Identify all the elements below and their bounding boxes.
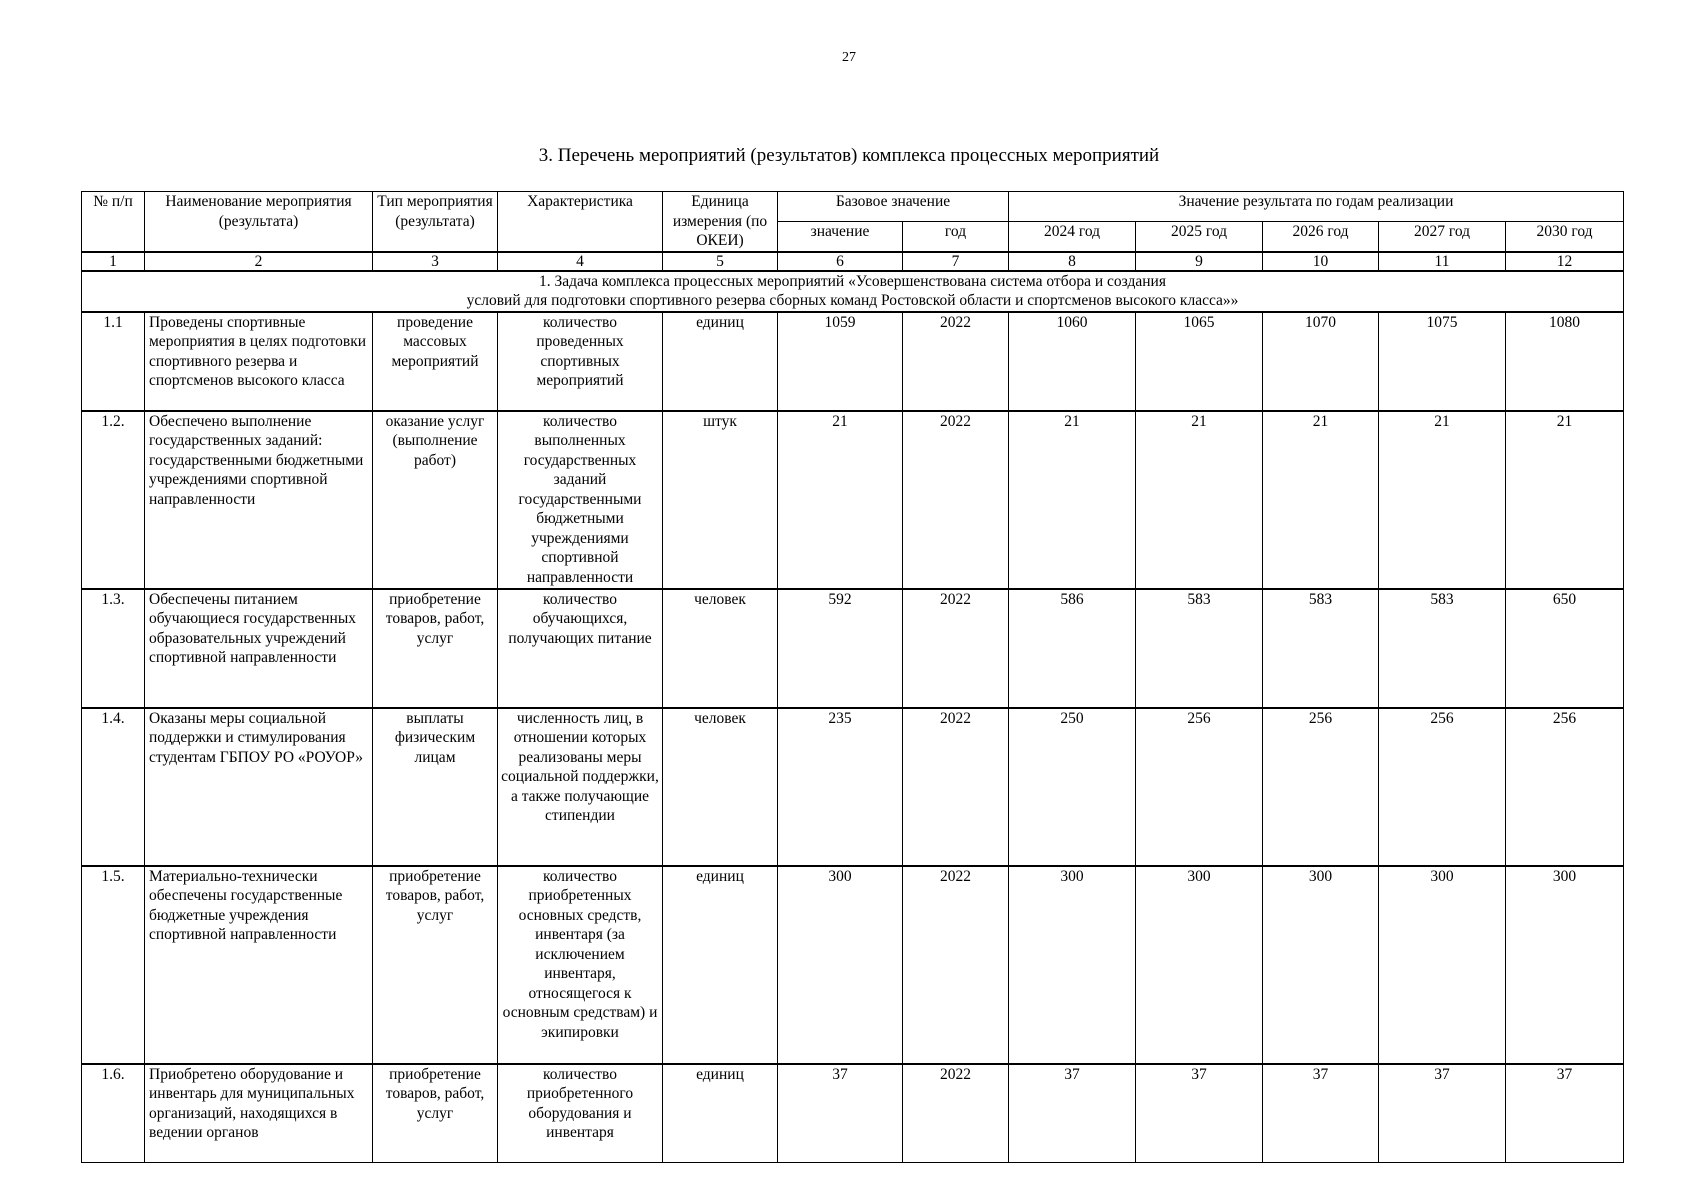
row-base-year: 2022 — [903, 866, 1009, 1064]
row-value-2024: 1060 — [1009, 312, 1136, 411]
column-number: 4 — [498, 252, 663, 271]
row-value-2026: 1070 — [1263, 312, 1379, 411]
row-base-year: 2022 — [903, 1064, 1009, 1163]
row-characteristic: количество приобретенных основных средств, инвентаря (за исключением инвентаря, относящегося к основным средствам) и экипировки — [498, 866, 663, 1064]
row-name: Материально-технически обеспечены государственные бюджетные учреждения спортивной направленности — [145, 866, 373, 1064]
row-value-2024: 21 — [1009, 411, 1136, 589]
row-value-2024: 586 — [1009, 589, 1136, 708]
row-base-value: 300 — [778, 866, 903, 1064]
table-row — [82, 866, 1624, 1064]
header-row-1 — [82, 192, 1624, 222]
row-name: Обеспечены питанием обучающиеся государственных образовательных учреждений спортивной направленности — [145, 589, 373, 708]
row-number: 1.3. — [82, 589, 145, 708]
row-value-2026: 300 — [1263, 866, 1379, 1064]
row-value-2025: 583 — [1136, 589, 1263, 708]
row-number: 1.5. — [82, 866, 145, 1064]
row-characteristic: количество обучающихся, получающих питание — [498, 589, 663, 708]
table-row — [82, 1064, 1624, 1163]
row-unit: человек — [663, 589, 778, 708]
row-characteristic: количество выполненных государственных заданий государственными бюджетными учреждениями спортивной направленности — [498, 411, 663, 589]
row-name: Обеспечено выполнение государственных заданий: государственными бюджетными учреждениями спортивной направленности — [145, 411, 373, 589]
row-unit: человек — [663, 708, 778, 866]
table-row — [82, 708, 1624, 866]
row-value-2030: 1080 — [1506, 312, 1624, 411]
row-value-2027: 37 — [1379, 1064, 1506, 1163]
column-number: 5 — [663, 252, 778, 271]
table-row — [82, 312, 1624, 411]
row-characteristic: количество проведенных спортивных мероприятий — [498, 312, 663, 411]
row-number: 1.1 — [82, 312, 145, 411]
document-title: 3. Перечень мероприятий (результатов) комплекса процессных мероприятий — [538, 145, 1160, 166]
table-row — [82, 589, 1624, 708]
row-base-year: 2022 — [903, 708, 1009, 866]
header-year-2024: 2024 год — [1009, 221, 1136, 251]
row-name: Приобретено оборудование и инвентарь для муниципальных организаций, находящихся в ведении органов — [145, 1064, 373, 1163]
row-value-2027: 583 — [1379, 589, 1506, 708]
row-base-value: 235 — [778, 708, 903, 866]
row-value-2030: 256 — [1506, 708, 1624, 866]
row-base-year: 2022 — [903, 589, 1009, 708]
column-number: 12 — [1506, 252, 1624, 271]
measures-table — [81, 191, 1624, 1163]
section-heading-line-2: условий для подготовки спортивного резерва сборных команд Ростовской области и спортсменов высокого класса»» — [466, 292, 1239, 309]
row-base-year: 2022 — [903, 312, 1009, 411]
row-value-2025: 300 — [1136, 866, 1263, 1064]
header-base-value: значение — [778, 221, 903, 251]
header-year-2026: 2026 год — [1263, 221, 1379, 251]
page-number: 27 — [842, 50, 856, 65]
row-unit: единиц — [663, 866, 778, 1064]
header-year-2025: 2025 год — [1136, 221, 1263, 251]
row-name: Проведены спортивные мероприятия в целях подготовки спортивного резерва и спортсменов высокого класса — [145, 312, 373, 411]
column-number: 11 — [1379, 252, 1506, 271]
row-base-year: 2022 — [903, 411, 1009, 589]
row-type: приобретение товаров, работ, услуг — [373, 589, 498, 708]
row-value-2027: 21 — [1379, 411, 1506, 589]
column-number: 1 — [82, 252, 145, 271]
row-value-2027: 256 — [1379, 708, 1506, 866]
row-value-2030: 37 — [1506, 1064, 1624, 1163]
row-value-2026: 21 — [1263, 411, 1379, 589]
header-type: Тип мероприятия (результата) — [373, 192, 498, 252]
row-characteristic: численность лиц, в отношении которых реализованы меры социальной поддержки, а также получающие стипендии — [498, 708, 663, 866]
header-unit: Единица измерения (по ОКЕИ) — [663, 192, 778, 252]
row-value-2030: 300 — [1506, 866, 1624, 1064]
header-name: Наименование мероприятия (результата) — [145, 192, 373, 252]
header-base-group: Базовое значение — [778, 192, 1009, 222]
row-value-2027: 300 — [1379, 866, 1506, 1064]
row-type: приобретение товаров, работ, услуг — [373, 1064, 498, 1163]
column-number: 8 — [1009, 252, 1136, 271]
row-base-value: 37 — [778, 1064, 903, 1163]
column-number: 3 — [373, 252, 498, 271]
row-type: выплаты физическим лицам — [373, 708, 498, 866]
header-year-2027: 2027 год — [1379, 221, 1506, 251]
row-value-2025: 21 — [1136, 411, 1263, 589]
row-value-2026: 37 — [1263, 1064, 1379, 1163]
row-value-2025: 37 — [1136, 1064, 1263, 1163]
row-base-value: 1059 — [778, 312, 903, 411]
row-type: проведение массовых мероприятий — [373, 312, 498, 411]
row-number: 1.4. — [82, 708, 145, 866]
section-heading-line-1: 1. Задача комплекса процессных мероприятий «Усовершенствована система отбора и создания — [539, 272, 1166, 290]
row-base-value: 21 — [778, 411, 903, 589]
row-value-2025: 1065 — [1136, 312, 1263, 411]
row-characteristic: количество приобретенного оборудования и инвентаря — [498, 1064, 663, 1163]
row-base-value: 592 — [778, 589, 903, 708]
section-heading — [82, 271, 1624, 312]
column-number: 10 — [1263, 252, 1379, 271]
header-years-group: Значение результата по годам реализации — [1009, 192, 1624, 222]
row-value-2030: 650 — [1506, 589, 1624, 708]
row-value-2024: 250 — [1009, 708, 1136, 866]
row-unit: единиц — [663, 312, 778, 411]
row-unit: штук — [663, 411, 778, 589]
column-numbers-row — [82, 252, 1624, 271]
row-value-2027: 1075 — [1379, 312, 1506, 411]
header-characteristic: Характеристика — [498, 192, 663, 252]
header-base-year: год — [903, 221, 1009, 251]
header-year-2030: 2030 год — [1506, 221, 1624, 251]
row-value-2026: 256 — [1263, 708, 1379, 866]
row-unit: единиц — [663, 1064, 778, 1163]
column-number: 9 — [1136, 252, 1263, 271]
row-type: приобретение товаров, работ, услуг — [373, 866, 498, 1064]
column-number: 2 — [145, 252, 373, 271]
row-number: 1.6. — [82, 1064, 145, 1163]
row-value-2030: 21 — [1506, 411, 1624, 589]
row-value-2024: 37 — [1009, 1064, 1136, 1163]
row-number: 1.2. — [82, 411, 145, 589]
row-value-2025: 256 — [1136, 708, 1263, 866]
row-type: оказание услуг (выполнение работ) — [373, 411, 498, 589]
header-num: № п/п — [82, 192, 145, 252]
row-name: Оказаны меры социальной поддержки и стимулирования студентам ГБПОУ РО «РОУОР» — [145, 708, 373, 866]
row-value-2026: 583 — [1263, 589, 1379, 708]
column-number: 7 — [903, 252, 1009, 271]
table-row — [82, 411, 1624, 589]
row-value-2024: 300 — [1009, 866, 1136, 1064]
column-number: 6 — [778, 252, 903, 271]
section-row — [82, 271, 1624, 312]
